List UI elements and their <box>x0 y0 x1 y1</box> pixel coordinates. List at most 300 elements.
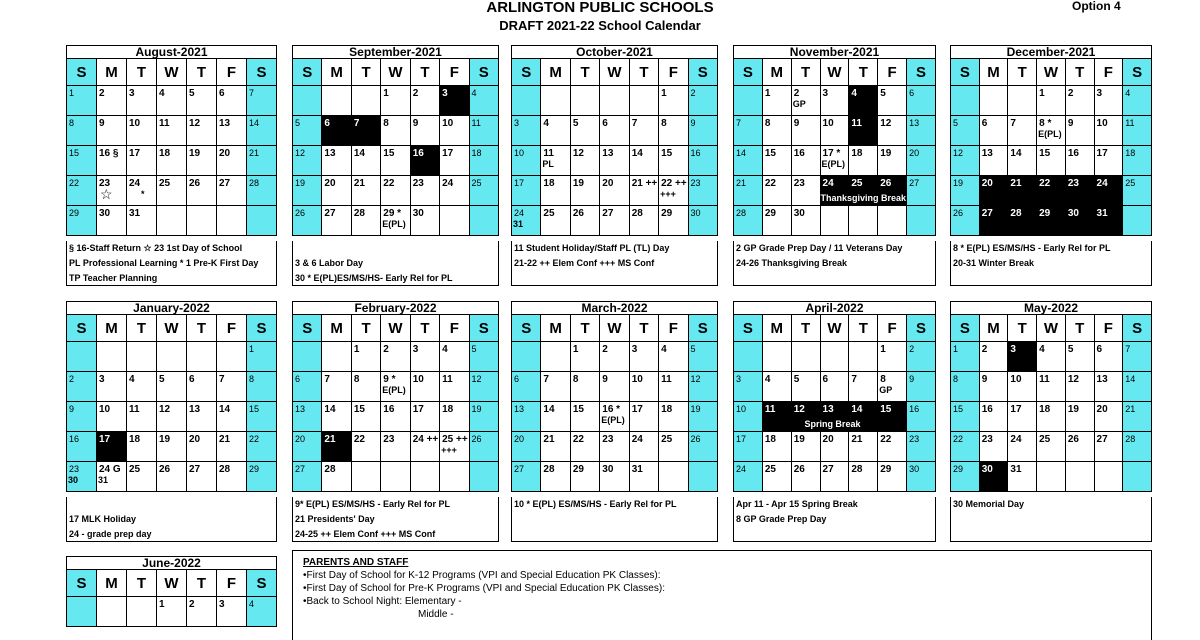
day-number <box>849 206 877 208</box>
day-cell <box>410 86 439 116</box>
day-cell <box>293 462 322 492</box>
day-cell <box>541 116 570 146</box>
day-number: 25 <box>661 434 673 445</box>
month-table <box>292 58 499 236</box>
day-number: 4 <box>1125 88 1131 98</box>
day-number: 20 <box>909 148 920 158</box>
day-cell <box>469 432 498 462</box>
day-number: 8 <box>249 374 255 384</box>
month-table <box>733 58 936 236</box>
day-number <box>440 206 468 208</box>
day-number: 26 <box>189 178 201 189</box>
day-number <box>67 342 96 344</box>
parents-and-staff-box <box>292 550 1152 640</box>
day-number: 1 <box>572 344 579 355</box>
day-number: 5 <box>295 118 301 128</box>
day-number: 19 <box>953 178 964 188</box>
day-number: 7 <box>1125 344 1131 354</box>
day-cell <box>469 146 498 176</box>
day-number: 14 <box>249 118 260 128</box>
day-cell <box>97 342 127 372</box>
day-number: 4 <box>1039 344 1045 355</box>
day-cell <box>688 116 717 146</box>
day-cell <box>541 462 570 492</box>
day-header: S <box>469 59 498 86</box>
day-cell <box>878 372 907 402</box>
day-cell <box>293 146 322 176</box>
day-cell <box>67 432 97 462</box>
day-cell <box>440 86 469 116</box>
month-table <box>733 314 936 492</box>
day-cell <box>97 206 127 236</box>
day-number: 27 <box>1096 434 1108 445</box>
day-cell <box>979 342 1008 372</box>
day-cell <box>541 402 570 432</box>
day-number <box>247 206 276 208</box>
day-number: 2 <box>412 88 419 99</box>
day-number: 11 <box>851 118 862 129</box>
month-title: December-2021 <box>950 45 1152 58</box>
day-number: 20 <box>822 434 834 445</box>
day-header: M <box>322 315 351 342</box>
day-cell <box>217 176 247 206</box>
day-number: 5 <box>1067 344 1074 355</box>
day-cell <box>951 462 980 492</box>
month-november-2021 <box>733 45 936 236</box>
day-number: 1 <box>661 88 667 99</box>
day-header: T <box>127 315 157 342</box>
day-number: 2 <box>189 599 195 610</box>
day-cell <box>791 116 820 146</box>
day-number: 18 <box>1125 148 1136 158</box>
day-header: W <box>157 570 187 597</box>
day-number: 17 <box>129 148 141 159</box>
week-row <box>734 146 936 176</box>
day-cell <box>1008 86 1037 116</box>
day-cell <box>247 146 277 176</box>
day-number: 9 <box>793 118 800 129</box>
day-header: W <box>820 315 849 342</box>
day-number: 6 <box>909 88 915 98</box>
day-cell <box>951 206 980 236</box>
day-cell <box>1065 372 1094 402</box>
week-row <box>293 86 499 116</box>
day-number: 15 <box>1039 148 1051 159</box>
week-row <box>67 342 277 372</box>
day-cell <box>1094 462 1123 492</box>
day-cell <box>820 86 849 116</box>
day-number: 15 <box>953 404 964 414</box>
day-cell <box>469 342 498 372</box>
day-number: 25 <box>129 464 141 475</box>
day-cell <box>1065 206 1094 236</box>
month-september-2021 <box>292 45 499 236</box>
day-cell <box>217 116 247 146</box>
day-cell <box>791 86 820 116</box>
day-cell <box>849 372 878 402</box>
day-cell <box>381 176 410 206</box>
day-number: 4 <box>471 88 477 98</box>
day-number: 15 <box>764 148 776 159</box>
month-table <box>511 314 718 492</box>
day-number: 26 <box>690 434 701 444</box>
day-number: 11 <box>764 404 776 415</box>
day-number: 3 <box>99 374 105 385</box>
note-line: 9* E(PL) ES/MS/HS - Early Rel for PL <box>295 499 451 509</box>
day-cell <box>293 372 322 402</box>
day-cell <box>157 402 187 432</box>
day-number: 25 <box>1039 434 1051 445</box>
day-number: 30 <box>981 464 993 475</box>
day-number: 22 <box>69 178 80 188</box>
day-cell <box>762 176 791 206</box>
day-header: S <box>512 315 541 342</box>
month-june-2022 <box>66 556 277 627</box>
day-number: 18 <box>129 434 141 445</box>
day-number: 4 <box>764 374 771 385</box>
day-cell <box>1037 86 1066 116</box>
day-number: 5 <box>690 344 696 354</box>
day-number: 27 <box>822 464 834 475</box>
day-cell <box>1123 372 1152 402</box>
day-number: 24 <box>822 178 834 189</box>
day-cell <box>1094 116 1123 146</box>
month-notes <box>292 497 499 542</box>
day-number <box>689 462 717 464</box>
month-notes <box>733 241 936 286</box>
day-cell <box>157 372 187 402</box>
day-cell <box>97 372 127 402</box>
week-row <box>951 402 1152 432</box>
day-cell <box>127 462 157 492</box>
day-cell <box>907 86 936 116</box>
day-number: 26 <box>295 208 306 218</box>
day-number: 28 <box>324 464 336 475</box>
day-number: 26 <box>953 208 964 218</box>
day-header: M <box>979 59 1008 86</box>
week-row <box>67 402 277 432</box>
day-number: 17 <box>442 148 454 159</box>
day-cell <box>322 462 351 492</box>
day-number: 9 <box>412 118 419 129</box>
day-number: 14 <box>1125 374 1136 384</box>
note-line: 20-31 Winter Break <box>953 258 1034 268</box>
month-title: April-2022 <box>733 301 936 314</box>
day-cell <box>762 86 791 116</box>
day-number: 8 <box>353 374 360 385</box>
day-number: 24 <box>442 178 454 189</box>
day-number: 3 <box>1096 88 1103 99</box>
week-row <box>512 402 718 432</box>
day-number <box>470 206 498 208</box>
day-cell <box>127 146 157 176</box>
day-number: 12 <box>471 374 482 384</box>
day-cell <box>1008 342 1037 372</box>
day-cell <box>762 206 791 236</box>
day-number: 18 <box>543 178 555 189</box>
day-cell <box>410 342 439 372</box>
week-row <box>951 342 1152 372</box>
day-number: 8 <box>572 374 579 385</box>
day-cell <box>187 372 217 402</box>
day-cell <box>820 206 849 236</box>
day-number: 3 <box>412 344 419 355</box>
day-cell <box>629 372 658 402</box>
day-number: 28 <box>219 464 231 475</box>
month-january-2022 <box>66 301 277 492</box>
day-cell <box>469 402 498 432</box>
day-cell <box>951 176 980 206</box>
day-number: 7 <box>249 88 255 98</box>
day-number: 27 <box>602 208 614 219</box>
day-annotation: 30 <box>68 475 79 485</box>
day-cell <box>322 402 351 432</box>
week-row <box>734 206 936 236</box>
day-cell <box>157 86 187 116</box>
month-title: November-2021 <box>733 45 936 58</box>
week-row <box>734 372 936 402</box>
day-number: 1 <box>383 88 389 99</box>
day-cell <box>600 342 629 372</box>
day-number: 28 <box>1125 434 1136 444</box>
month-notes <box>66 497 277 542</box>
day-number <box>187 206 216 208</box>
day-cell <box>127 372 157 402</box>
week-row <box>512 116 718 146</box>
day-cell <box>1094 402 1123 432</box>
day-cell <box>381 402 410 432</box>
day-cell <box>734 462 763 492</box>
day-number: 27 <box>295 464 306 474</box>
day-cell <box>1065 146 1094 176</box>
month-title: February-2022 <box>292 301 499 314</box>
day-header: F <box>217 59 247 86</box>
day-cell <box>512 432 541 462</box>
day-cell <box>878 206 907 236</box>
day-number: 11 <box>661 374 672 385</box>
week-row <box>293 402 499 432</box>
day-header: W <box>157 59 187 86</box>
day-number: 19 <box>471 404 482 414</box>
day-number: 30 <box>909 464 920 474</box>
day-header: S <box>907 59 936 86</box>
page-title: ARLINGTON PUBLIC SCHOOLS <box>486 0 714 16</box>
day-cell <box>322 206 351 236</box>
day-number: 16 * <box>602 404 621 415</box>
day-cell <box>157 432 187 462</box>
day-cell <box>247 342 277 372</box>
day-cell <box>410 462 439 492</box>
day-number: 9 <box>909 374 915 384</box>
day-number: 4 <box>851 88 857 99</box>
day-cell <box>849 432 878 462</box>
day-number: 30 <box>602 464 614 475</box>
day-cell <box>791 206 820 236</box>
day-cell <box>1094 432 1123 462</box>
day-header: T <box>187 570 217 597</box>
day-cell <box>217 342 247 372</box>
day-number: 21 <box>1125 404 1136 414</box>
day-header: S <box>688 315 717 342</box>
day-number: 10 <box>99 404 111 415</box>
day-number: 29 <box>953 464 964 474</box>
day-cell <box>247 462 277 492</box>
day-cell <box>849 206 878 236</box>
day-cell <box>97 402 127 432</box>
day-number: 1 <box>353 344 360 355</box>
day-header: W <box>1037 315 1066 342</box>
day-number: 10 <box>1010 374 1022 385</box>
day-number: 13 <box>1096 374 1108 385</box>
day-number: 17 <box>99 434 111 445</box>
day-number: 8 <box>880 374 886 385</box>
week-row <box>512 342 718 372</box>
day-cell <box>951 86 980 116</box>
day-number: 22 <box>953 434 964 444</box>
day-number <box>571 86 599 88</box>
parents-line: •Back to School Night: Elementary - <box>303 596 462 607</box>
day-number: 23 <box>909 434 920 444</box>
day-header: S <box>293 315 322 342</box>
day-header: S <box>247 315 277 342</box>
day-number: 22 <box>249 434 260 444</box>
month-february-2022 <box>292 301 499 492</box>
note-line: 10 * E(PL) ES/MS/HS - Early Rel for PL <box>514 499 677 509</box>
day-cell <box>659 116 688 146</box>
day-number: 15 <box>353 404 365 415</box>
day-cell <box>187 402 217 432</box>
day-cell <box>217 146 247 176</box>
day-cell <box>734 116 763 146</box>
day-header: T <box>570 315 599 342</box>
day-cell <box>351 176 380 206</box>
day-cell <box>1065 342 1094 372</box>
week-row <box>951 432 1152 462</box>
day-cell <box>688 402 717 432</box>
day-number: 2 <box>793 88 800 99</box>
day-number: 26 <box>159 464 171 475</box>
day-cell <box>351 116 380 146</box>
day-cell <box>1094 372 1123 402</box>
day-number: 1 <box>1039 88 1045 99</box>
day-cell <box>951 116 980 146</box>
note-line: 21 Presidents' Day <box>295 514 375 524</box>
day-cell <box>659 342 688 372</box>
day-header: S <box>67 315 97 342</box>
day-cell <box>570 372 599 402</box>
day-cell <box>1037 402 1066 432</box>
day-cell <box>878 116 907 146</box>
day-cell <box>1123 206 1152 236</box>
parents-heading: PARENTS AND STAFF <box>303 557 409 568</box>
day-number <box>734 86 762 88</box>
month-april-2022 <box>733 301 936 492</box>
day-annotation: +++ <box>660 189 676 199</box>
week-row <box>734 86 936 116</box>
day-cell <box>293 86 322 116</box>
day-number: 29 <box>249 464 260 474</box>
day-number: 25 <box>543 208 555 219</box>
day-number: 23 <box>793 178 805 189</box>
day-cell <box>187 86 217 116</box>
day-cell <box>322 86 351 116</box>
week-row <box>293 116 499 146</box>
day-cell <box>762 432 791 462</box>
day-number <box>157 342 186 344</box>
parents-line: •First Day of School for K-12 Programs (VPI and Special Education PK Classes): <box>303 570 661 581</box>
note-line: PL Professional Learning * 1 Pre-K First Day <box>69 258 259 268</box>
day-number: 28 <box>851 464 863 475</box>
day-number: 1 <box>764 88 771 99</box>
day-cell <box>629 86 658 116</box>
day-number <box>512 86 540 88</box>
day-cell <box>791 146 820 176</box>
note-line: 30 Memorial Day <box>953 499 1025 509</box>
month-table <box>950 58 1152 236</box>
day-number: 13 <box>602 148 614 159</box>
day-number: 31 <box>1096 208 1108 219</box>
day-number: 21 <box>543 434 555 445</box>
day-number: 18 <box>661 404 673 415</box>
note-line: 3 & 6 Labor Day <box>295 258 364 268</box>
day-number: 19 <box>295 178 306 188</box>
day-header: T <box>629 315 658 342</box>
day-number: 23 <box>1067 178 1079 189</box>
day-cell <box>1123 176 1152 206</box>
day-cell <box>1037 116 1066 146</box>
month-table <box>950 314 1152 492</box>
day-cell <box>97 176 127 206</box>
day-cell <box>187 342 217 372</box>
day-number: 27 <box>981 208 993 219</box>
day-cell <box>791 432 820 462</box>
day-number: 19 <box>159 434 171 445</box>
day-number: 29 <box>661 208 673 219</box>
day-number: 26 <box>471 434 482 444</box>
day-cell <box>440 176 469 206</box>
day-cell <box>293 206 322 236</box>
day-cell <box>322 176 351 206</box>
day-cell <box>1037 146 1066 176</box>
day-cell <box>410 206 439 236</box>
day-cell <box>951 372 980 402</box>
day-cell <box>849 116 878 146</box>
day-cell <box>187 462 217 492</box>
day-number: 27 <box>219 178 231 189</box>
day-header: T <box>629 59 658 86</box>
week-row <box>512 86 718 116</box>
day-header: F <box>1094 315 1123 342</box>
day-header: T <box>849 315 878 342</box>
day-cell <box>322 432 351 462</box>
note-line: 8 * E(PL) ES/MS/HS - Early Rel for PL <box>953 243 1111 253</box>
day-annotation: E(PL) <box>601 415 625 425</box>
parents-line: •First Day of School for Pre-K Programs (VPI and Special Education PK Classes): <box>303 583 665 594</box>
day-cell <box>820 146 849 176</box>
day-number: 28 <box>249 178 260 188</box>
note-line: TP Teacher Planning <box>69 273 158 283</box>
day-number <box>322 86 350 88</box>
day-cell <box>849 462 878 492</box>
week-row <box>512 432 718 462</box>
day-cell <box>907 432 936 462</box>
week-row <box>293 206 499 236</box>
month-march-2022 <box>511 301 718 492</box>
day-number <box>187 342 216 344</box>
day-cell <box>907 146 936 176</box>
day-cell <box>1094 86 1123 116</box>
day-cell <box>688 146 717 176</box>
